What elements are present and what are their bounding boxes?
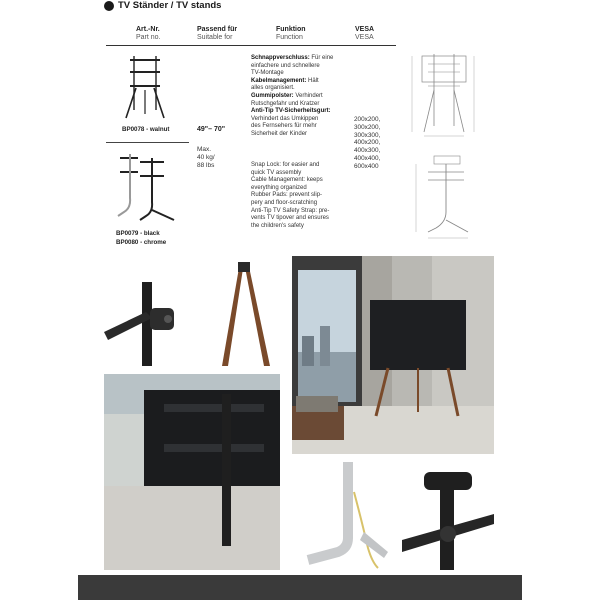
walnut-stand-thumbnail [118, 52, 174, 122]
header-function: Funktion Function [276, 26, 306, 41]
function-english: Snap Lock: for easier and quick TV assembly Cable Management: keeps everything organized Rubber Pads: prevent slip- pery and floor-scratching Anti-Tip TV Safety Strap: pre- vents TV tipover and ensures the children's safety [251, 162, 330, 229]
row-divider [106, 142, 189, 143]
function-german: Schnappverschluss: Für eine einfachere und schnellere TV-Montage Kabelmanagement: Hält alles organisiert. Gummipolster: Verhindert Rutschgefahr und Kratzer Anti-Tip TV-Sicherheitsgurt: Verhindert das Umkippen des Fernsehers für mehr Sicherheit der Kinder [251, 55, 334, 137]
tv-back-photo [104, 374, 280, 570]
technical-drawing-walnut [404, 50, 484, 140]
clamp-closeup-photo [104, 262, 188, 366]
part-no-black: BP0079 - black [116, 230, 160, 237]
part-no-walnut: BP0078 - walnut [122, 126, 170, 133]
chrome-base-cable-photo [292, 462, 394, 570]
header-part-no: Art.-Nr. Part no. [136, 26, 161, 41]
walnut-legs-photo [214, 262, 280, 366]
header-divider [106, 45, 396, 46]
suitable-size: 49"– 70" [197, 126, 226, 133]
living-room-photo [292, 256, 494, 454]
pole-crossbar-photo [402, 462, 494, 570]
header-vesa: VESA VESA [355, 26, 375, 41]
max-load: Max. 40 kg/ 88 lbs [197, 146, 215, 169]
vesa-list: 200x200, 300x200, 300x300, 400x200, 400x300, 400x400, 600x400 [354, 116, 381, 170]
header-suitable: Passend für Suitable for [197, 26, 238, 41]
footer-bar [78, 575, 522, 600]
part-no-chrome: BP0080 - chrome [116, 239, 167, 246]
title-bullet-icon [104, 1, 114, 11]
pole-stand-thumbnail [116, 150, 178, 228]
page-title: TV Ständer / TV stands [118, 0, 222, 11]
technical-drawing-pole [406, 150, 486, 242]
